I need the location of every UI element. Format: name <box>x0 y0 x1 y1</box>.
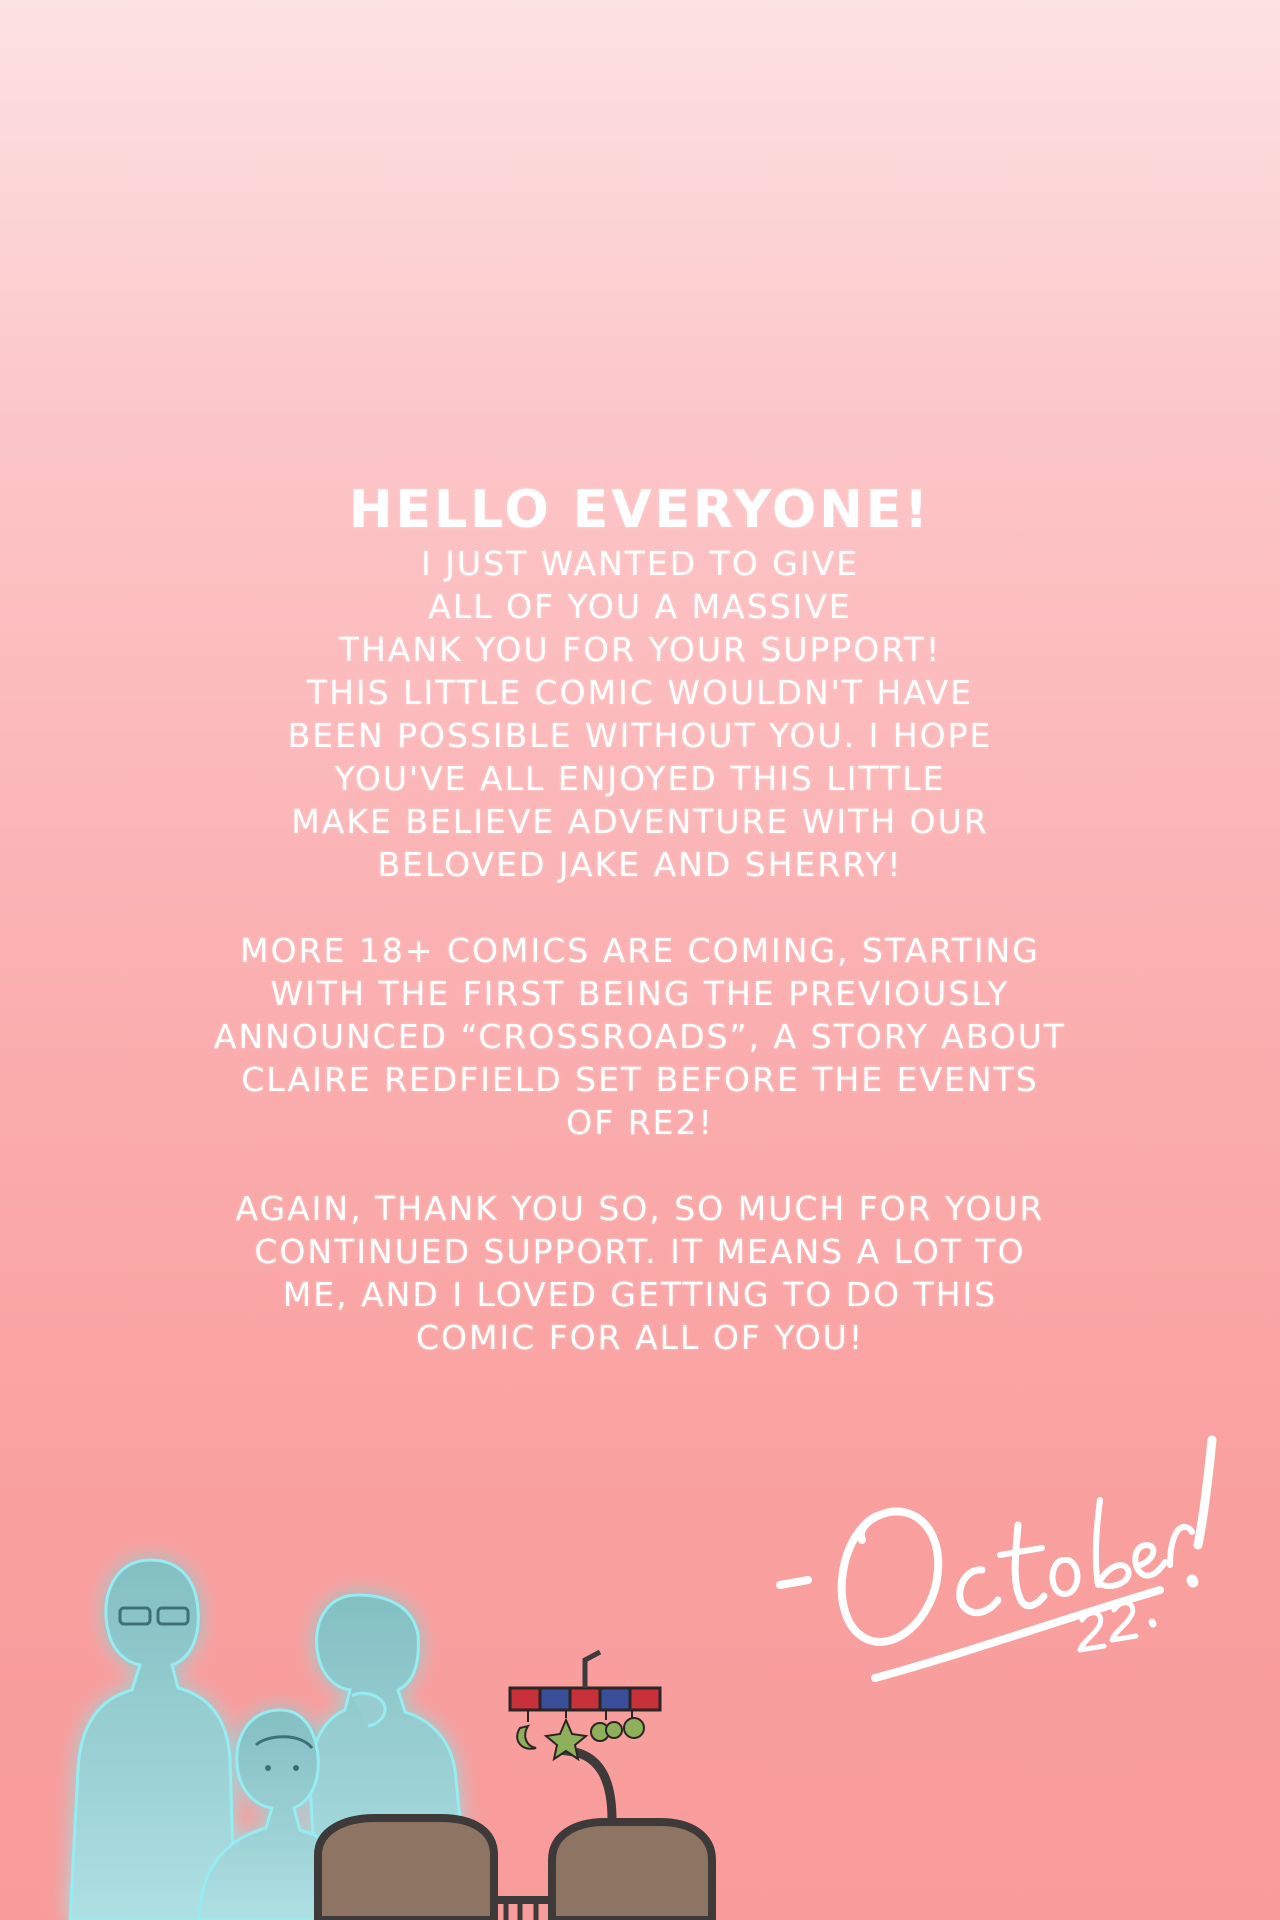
letter-line: MAKE BELIEVE ADVENTURE WITH OUR <box>291 802 989 841</box>
letter-line: BEEN POSSIBLE WITHOUT YOU. I HOPE <box>287 716 993 755</box>
letter-paragraph-1 <box>0 542 1280 886</box>
letter-line: THANK YOU FOR YOUR SUPPORT! <box>338 630 942 669</box>
letter-line: MORE 18+ COMICS ARE COMING, STARTING <box>240 931 1040 970</box>
ghost-figures-and-crib-illustration <box>0 1500 760 1920</box>
paragraph-gap <box>0 1144 1280 1187</box>
letter-line: ANNOUNCED “CROSSROADS”, A STORY ABOUT <box>213 1017 1067 1056</box>
letter-line: YOU'VE ALL ENJOYED THIS LITTLE <box>334 759 946 798</box>
letter-line: ALL OF YOU A MASSIVE <box>428 587 852 626</box>
thank-you-letter <box>0 478 1280 1359</box>
paragraph-gap <box>0 886 1280 929</box>
letter-line: THIS LITTLE COMIC WOULDN'T HAVE <box>306 673 974 712</box>
letter-paragraph-3 <box>0 1187 1280 1359</box>
crib-icon <box>318 1818 712 1920</box>
letter-line: AGAIN, THANK YOU SO, SO MUCH FOR YOUR <box>235 1189 1045 1228</box>
letter-line: COMIC FOR ALL OF YOU! <box>415 1318 865 1357</box>
letter-line: CONTINUED SUPPORT. IT MEANS A LOT TO <box>254 1232 1026 1271</box>
letter-line: I JUST WANTED TO GIVE <box>420 544 860 583</box>
letter-line: BELOVED JAKE AND SHERRY! <box>377 845 903 884</box>
signature-drawing <box>760 1420 1220 1740</box>
letter-title: HELLO EVERYONE! <box>348 480 931 540</box>
letter-line: CLAIRE REDFIELD SET BEFORE THE EVENTS <box>241 1060 1039 1099</box>
letter-line: WITH THE FIRST BEING THE PREVIOUSLY <box>270 974 1010 1013</box>
letter-line: OF RE2! <box>566 1103 714 1142</box>
letter-line: ME, AND I LOVED GETTING TO DO THIS <box>282 1275 998 1314</box>
letter-paragraph-2 <box>0 929 1280 1144</box>
